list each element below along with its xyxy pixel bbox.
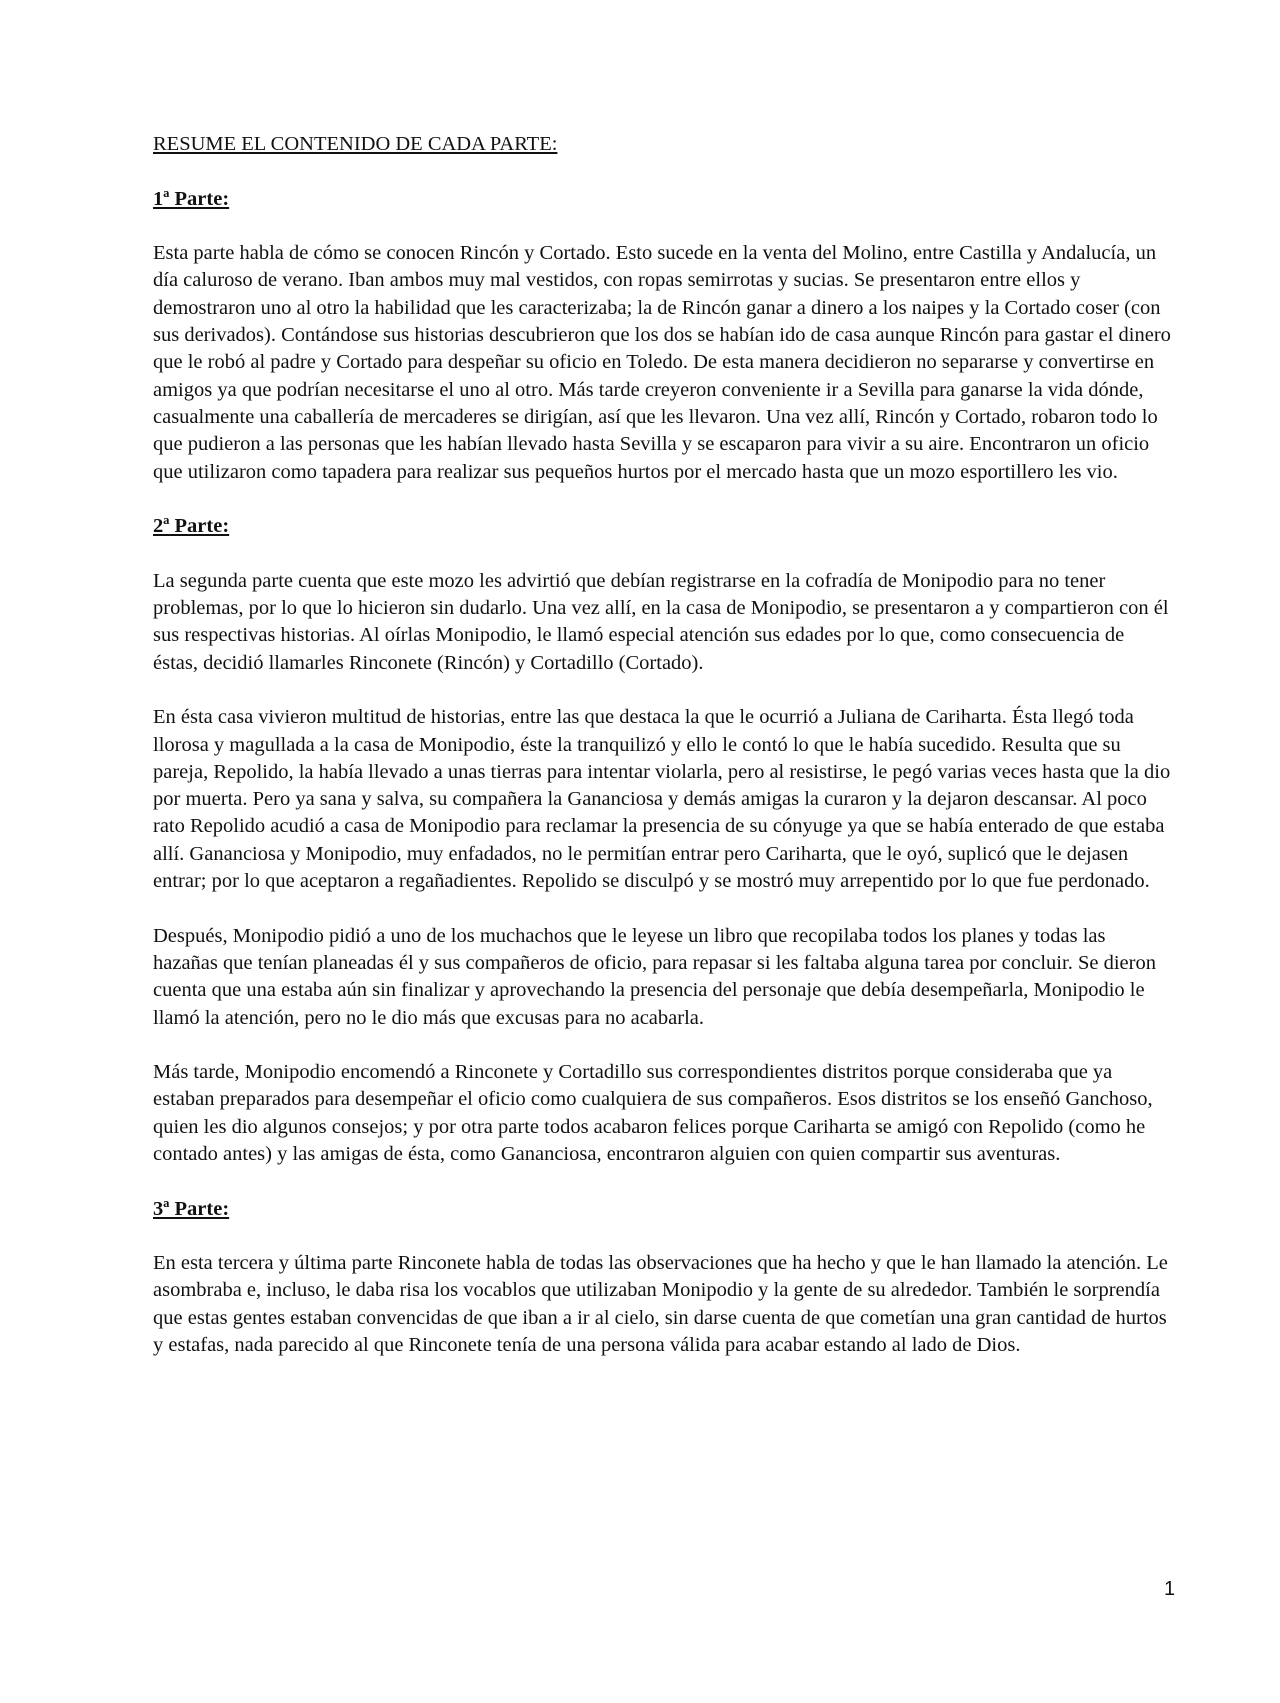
document-page	[153, 131, 1173, 1359]
spacer	[153, 158, 1173, 185]
part-2-paragraph-2: En ésta casa vivieron multitud de historias, entre las que destaca la que le ocurrió a Juliana de Cariharta. Ésta llegó toda llorosa y magullada a la casa de Monipodio, éste la tranquilizó y ello le contó lo que le había sucedido. Resulta que su pareja, Repolido, la había llevado a unas tierras para intentar violarla, pero al resistirse, le pegó varias veces hasta que la dio por muerta. Pero ya sana y salva, su compañera la Gananciosa y demás amigas la curaron y la dejaron descansar. Al poco rato Repolido acudió a casa de Monipodio para reclamar la presencia de su cónyuge ya que se había enterado de que estaba allí. Gananciosa y Monipodio, muy enfadados, no le permitían entrar pero Cariharta, que le oyó, suplicó que le dejasen entrar; por lo que aceptaron a regañadientes. Repolido se disculpó y se mostró muy arrepentido por lo que fue perdonado.	[153, 706, 1171, 893]
part-1-paragraph-1: Esta parte habla de cómo se conocen Rincón y Cortado. Esto sucede en la venta del Molino, entre Castilla y Andalucía, un día caluroso de verano. Iban ambos muy mal vestidos, con ropas semirrotas y sucias. Se presentaron entre ellos y demostraron uno al otro la habilidad que les caracterizaba; la de Rincón ganar a dinero a los naipes y la Cortado coser (con sus derivados). Contándose sus historias descubrieron que los dos se habían ido de casa aunque Rincón para gastar el dinero que le robó al padre y Cortado para despeñar su oficio en Toledo. De esta manera decidieron no separarse y convertirse en amigos ya que podrían necesitarse el uno al otro. Más tarde creyeron conveniente ir a Sevilla para ganarse la vida dónde, casualmente una caballería de mercaderes se dirigían, así que les llevaron. Una vez allí, Rincón y Cortado, robaron todo lo que pudieron a las personas que les habían llevado hasta Sevilla y se escaparon para vivir a su aire. Encontraron un oficio que utilizaron como tapadera para realizar sus pequeños hurtos por el mercado hasta que un mozo esportillero les vio.	[153, 242, 1171, 483]
part-2-paragraph-1: La segunda parte cuenta que este mozo les advirtió que debían registrarse en la cofradía de Monipodio para no tener problemas, por lo que lo hicieron sin dudarlo. Una vez allí, en la casa de Monipodio, se presentaron a y compartieron con él sus respectivas historias. Al oírlas Monipodio, le llamó especial atención sus edades por lo que, como consecuencia de éstas, decidió llamarles Rinconete (Rincón) y Cortadillo (Cortado).	[153, 569, 1169, 674]
part-2-title: 2ª Parte:	[153, 515, 230, 538]
part-2-paragraph-4: Más tarde, Monipodio encomendó a Rinconete y Cortadillo sus correspondientes distritos porque consideraba que ya estaban preparados para desempeñar el oficio como cualquiera de sus compañeros. Esos distritos se los enseñó Ganchoso, quien les dio algunos consejos; y por otra parte todos acabaron felices porque Cariharta se amigó con Repolido (como he contado antes) y las amigas de ésta, como Gananciosa, encontraron alguien con quien compartir sus aventuras.	[153, 1061, 1153, 1165]
spacer	[153, 895, 1173, 922]
spacer	[153, 1168, 1173, 1195]
part-2-paragraph-3: Después, Monipodio pidió a uno de los muchachos que le leyese un libro que recopilaba todos los planes y todas las hazañas que tenían planeadas él y sus compañeros de oficio, para repasar si les faltaba alguna tarea por concluir. Se dieron cuenta que una estaba aún sin finalizar y aprovechando la presencia del personaje que debía desempeñarla, Monipodio le llamó la atención, pero no le dio más que excusas para no acabarla.	[153, 924, 1156, 1029]
spacer	[153, 1032, 1173, 1059]
spacer	[153, 1223, 1173, 1250]
document-heading: RESUME EL CONTENIDO DE CADA PARTE:	[153, 133, 558, 155]
part-3-title: 3ª Parte:	[153, 1197, 230, 1220]
page-number: 1	[1164, 1578, 1176, 1600]
spacer	[153, 677, 1173, 704]
spacer	[153, 486, 1173, 513]
spacer	[153, 540, 1173, 567]
part-1-title: 1ª Parte:	[153, 187, 230, 210]
part-3-paragraph-1: En esta tercera y última parte Rinconete habla de todas las observaciones que ha hecho y que le han llamado la atención. Le asombraba e, incluso, le daba risa los vocablos que utilizaban Monipodio y la gente de su alrededor. También le sorprendía que estas gentes estaban convencidas de que iban a ir al cielo, sin darse cuenta de que cometían una gran cantidad de hurtos y estafas, nada parecido al que Rinconete tenía de una persona válida para acabar estando al lado de Dios.	[153, 1252, 1168, 1357]
spacer	[153, 213, 1173, 240]
